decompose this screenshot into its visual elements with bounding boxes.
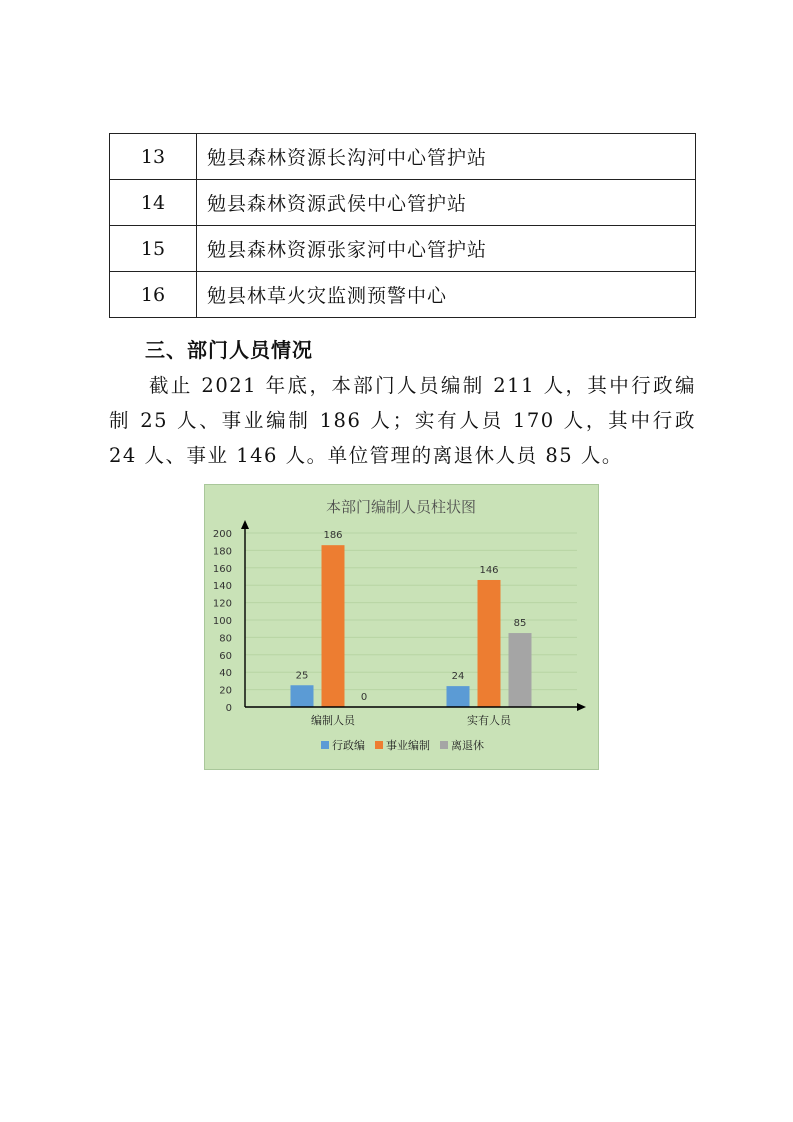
x-category-label: 编制人员 [311, 714, 355, 727]
bar [509, 633, 532, 707]
bar [478, 580, 501, 707]
y-tick-label: 20 [219, 685, 232, 697]
chart-title: 本部门编制人员柱状图 [325, 498, 477, 516]
row-number: 14 [110, 180, 197, 226]
y-tick-label: 140 [212, 581, 232, 593]
y-tick-label: 80 [219, 633, 232, 645]
x-category-label: 实有人员 [467, 714, 511, 727]
bar-value-label: 186 [323, 530, 343, 542]
bar-value-label: 24 [451, 671, 465, 683]
table-row [110, 134, 696, 180]
table-row [110, 226, 696, 272]
y-tick-label: 120 [212, 598, 232, 610]
row-number: 16 [110, 272, 197, 318]
bar-value-label: 85 [513, 618, 527, 630]
bar-value-label: 25 [295, 670, 309, 682]
x-axis-categories [311, 713, 512, 727]
table-row [110, 180, 696, 226]
legend-swatch [440, 741, 448, 749]
chart-legend [321, 738, 484, 752]
legend-swatch [321, 741, 329, 749]
row-number: 15 [110, 226, 197, 272]
y-tick-label: 40 [219, 668, 232, 680]
y-axis-ticks [213, 529, 232, 714]
unit-name: 勉县森林资源武侯中心管护站 [197, 180, 696, 226]
unit-name: 勉县林草火灾监测预警中心 [197, 272, 696, 318]
bar [291, 685, 314, 707]
personnel-paragraph: 截止 2021 年底，本部门人员编制 211 人，其中行政编制 25 人、事业编制 186 人；实有人员 170 人，其中行政 24 人、事业 146 人。单位管理的离退休人员 85 人。 [109, 374, 696, 467]
x-axis-arrow [577, 703, 586, 711]
bar [447, 686, 470, 707]
section-heading: 三、部门人员情况 [145, 338, 313, 362]
y-tick-label: 0 [225, 703, 232, 714]
bar-value-label: 0 [360, 692, 368, 703]
chart-axes [241, 520, 586, 711]
unit-table [109, 133, 696, 318]
bar-value-label: 146 [479, 564, 499, 576]
unit-name: 勉县森林资源张家河中心管护站 [197, 226, 696, 272]
chart-canvas [205, 485, 598, 769]
legend-swatch [375, 741, 383, 749]
y-axis-arrow [241, 520, 249, 529]
legend-label: 离退休 [451, 739, 484, 752]
legend-label: 事业编制 [386, 739, 430, 752]
personnel-bar-chart [204, 484, 599, 770]
y-tick-label: 60 [219, 650, 232, 662]
y-tick-label: 160 [212, 563, 232, 575]
y-tick-label: 180 [212, 546, 232, 558]
unit-name: 勉县森林资源长沟河中心管护站 [197, 134, 696, 180]
bar [322, 545, 345, 707]
table-row [110, 272, 696, 318]
legend-label: 行政编 [332, 739, 365, 752]
row-number: 13 [110, 134, 197, 180]
y-tick-label: 100 [212, 616, 232, 627]
y-tick-label: 200 [212, 529, 232, 540]
